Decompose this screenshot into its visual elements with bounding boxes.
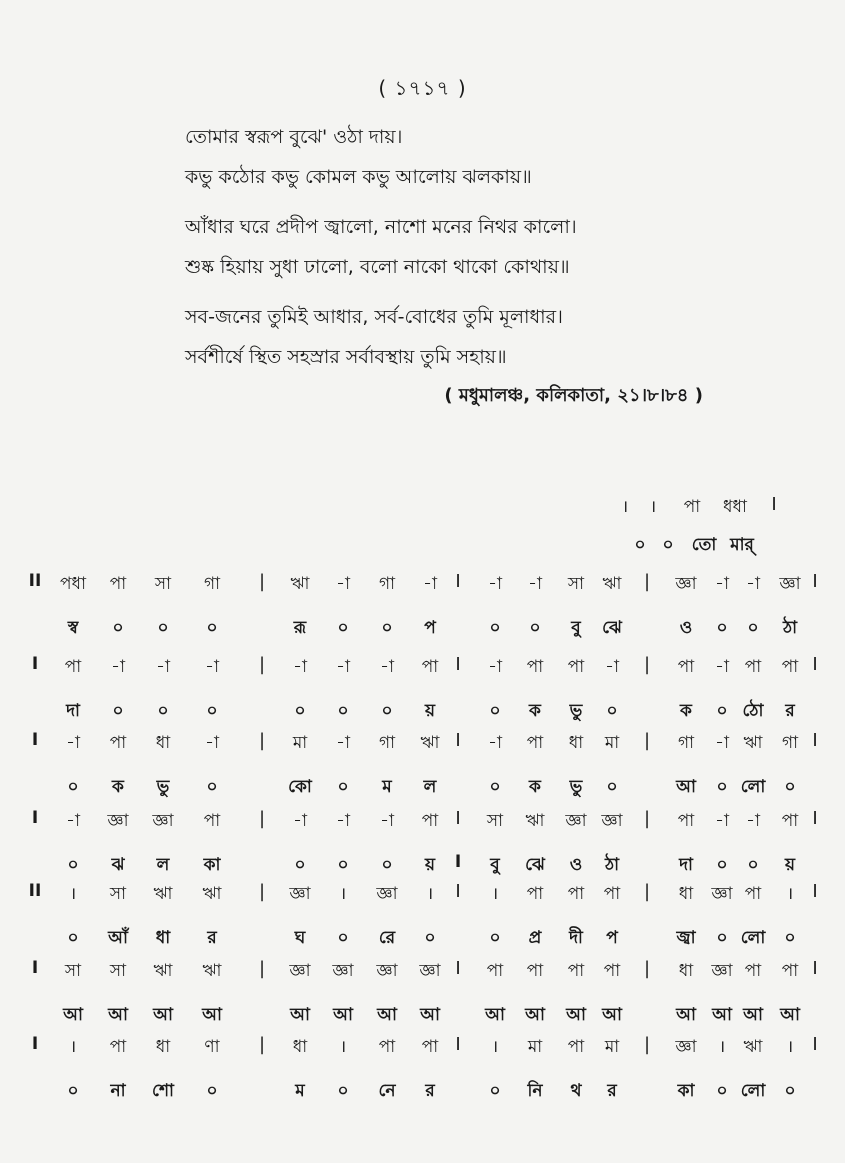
row-start-barline: II [28,571,42,591]
note: পা [378,1037,396,1057]
note: ঋা [420,733,440,753]
syllable: য় [424,701,436,721]
note: পা [526,884,544,904]
note: -া [715,574,729,594]
syllable: স্ব [67,618,79,638]
syllable: ০ [634,535,646,555]
note: । [786,1037,794,1057]
note: সা [154,574,172,594]
syllable: আ [108,1005,128,1025]
syllable: ০ [489,1081,501,1101]
note: পা [781,657,799,677]
barline: | [643,1034,651,1055]
note: -া [488,657,502,677]
note: পা [526,657,544,677]
barline: | [258,881,266,902]
barline: | [258,808,266,829]
note: ঋা [602,574,622,594]
note: জ্ঞা [107,811,129,831]
syllable: আ [566,1005,586,1025]
note: জ্ঞা [289,961,311,981]
note: -া [336,733,350,753]
note: পা [567,884,585,904]
row-start-barline: I [31,1034,39,1054]
syllable: তো [691,535,717,555]
song-number: ( ১৭১৭ ) [378,76,467,100]
note: সা [109,961,127,981]
row-start-barline: I [31,654,39,674]
syllable: দা [66,701,80,721]
syllable: ০ [206,1081,218,1101]
barline: I [812,1034,818,1055]
syllable: I [454,852,462,872]
syllable: আ [63,1005,83,1025]
note: জ্ঞা [332,961,354,981]
syllable: শো [152,1081,174,1101]
syllable: ০ [784,928,796,948]
barline: I [812,654,818,675]
syllable: ০ [157,618,169,638]
note: গা [781,733,799,753]
syllable: ০ [112,701,124,721]
note: । [718,1037,726,1057]
note: পা [683,497,701,517]
syllable: ও [569,855,583,875]
syllable: ০ [206,701,218,721]
barline: | [643,730,651,751]
note: -া [205,733,219,753]
note: পা [109,574,127,594]
note: পা [567,657,585,677]
note: পা [677,811,695,831]
barline: I [812,730,818,751]
note: জ্ঞা [419,961,441,981]
syllable: ঘ [294,928,306,948]
syllable: য় [424,855,436,875]
syllable: আ [525,1005,545,1025]
syllable: ০ [67,1081,79,1101]
note: পা [203,811,221,831]
syllable: ০ [206,777,218,797]
note: জ্ঞা [601,811,623,831]
note: পা [486,961,504,981]
syllable: ০ [381,701,393,721]
note: -া [488,733,502,753]
barline: | [258,654,266,675]
note: পা [781,961,799,981]
syllable: কা [677,1081,695,1101]
row-start-barline: I [31,808,39,828]
lyric-line: তোমার স্বরূপ বুঝে' ওঠা দায়। [185,126,403,148]
note: -া [336,657,350,677]
barline: I [455,1034,461,1055]
note: ধা [292,1037,308,1057]
syllable: ০ [529,618,541,638]
barline: | [258,958,266,979]
syllable: ক [529,701,541,721]
syllable: ০ [784,777,796,797]
syllable: ০ [747,855,759,875]
syllable: আঁ [108,928,128,948]
syllable: মার্ [730,535,754,555]
syllable: ০ [424,928,436,948]
note: ঋা [202,884,222,904]
note: -া [293,811,307,831]
note: -া [715,657,729,677]
note: জ্ঞা [779,574,801,594]
syllable: আ [485,1005,505,1025]
barline: | [643,571,651,592]
syllable: ০ [206,618,218,638]
note: ধা [155,733,171,753]
note: পা [744,657,762,677]
note: -া [605,657,619,677]
barline: | [258,571,266,592]
lyrics-block [185,117,815,377]
note: -া [156,657,170,677]
syllable: আ [712,1005,732,1025]
note: পা [526,961,544,981]
syllable: আ [676,1005,696,1025]
lyric-line: আঁধার ঘরে প্রদীপ জ্বালো, নাশো মনের নিথর কালো। [185,216,577,238]
note: পধা [60,574,86,594]
note: জ্ঞা [565,811,587,831]
syllable: র [785,701,795,721]
syllable: আ [377,1005,397,1025]
syllable: ০ [716,855,728,875]
syllable: ০ [606,777,618,797]
source-credit: ( মধুমালঞ্চ, কলিকাতা, ২১।৮।৮৪ ) [444,385,703,406]
syllable: ও [679,618,693,638]
syllable: ০ [337,855,349,875]
note: পা [526,733,544,753]
syllable: ক [112,777,124,797]
lyric-line: সর্বশীর্ষে স্থিত সহস্রার সর্বাবস্থায় তুমি সহায়॥ [185,346,507,368]
note: -া [66,733,80,753]
note: পা [109,733,127,753]
syllable: দা [679,855,693,875]
syllable: ০ [67,928,79,948]
barline: I [771,494,777,515]
barline: I [455,958,461,979]
syllable: ম [295,1081,305,1101]
note: পা [744,961,762,981]
note: মা [292,733,308,753]
syllable: ঝে [602,618,622,638]
note: গা [677,733,695,753]
note: -া [746,574,760,594]
barline: | [643,881,651,902]
syllable: আ [780,1005,800,1025]
note: -া [488,574,502,594]
syllable: ভু [569,777,583,797]
syllable: নি [527,1081,543,1101]
note: জ্ঞা [675,574,697,594]
syllable: ভু [156,777,170,797]
note: ঋা [743,1037,763,1057]
note: জ্ঞা [711,884,733,904]
note: সা [567,574,585,594]
syllable: আ [333,1005,353,1025]
barline: I [812,571,818,592]
syllable: ০ [337,777,349,797]
note: । [69,884,77,904]
note: সা [486,811,504,831]
syllable: কো [288,777,312,797]
barline: I [812,808,818,829]
note: -া [380,811,394,831]
syllable: লো [740,777,766,797]
note: জ্ঞা [711,961,733,981]
note: গা [378,574,396,594]
note: । [69,1037,77,1057]
note: ঋা [525,811,545,831]
syllable: ০ [716,777,728,797]
syllable: ০ [337,701,349,721]
note: । [339,884,347,904]
note: পা [421,1037,439,1057]
note: পা [567,1037,585,1057]
syllable: থ [570,1081,582,1101]
note: ঋা [290,574,310,594]
note: জ্ঞা [289,884,311,904]
syllable: ঠা [782,618,798,638]
lyric-line: সব-জনের তুমিই আধার, সর্ব-বোধের তুমি মূলাধার। [185,306,563,328]
note: -া [336,574,350,594]
syllable: ০ [381,855,393,875]
barline: I [455,571,461,592]
syllable: ০ [381,618,393,638]
syllable: র [607,1081,617,1101]
note: জ্ঞা [376,961,398,981]
syllable: ০ [716,1081,728,1101]
note: পা [603,961,621,981]
syllable: ০ [294,701,306,721]
syllable: লো [740,928,766,948]
syllable: ০ [337,618,349,638]
syllable: প [424,618,436,638]
note: গা [378,733,396,753]
note: -া [746,811,760,831]
lyric-line: কভু কঠোর কভু কোমল কভু আলোয় ঝলকায়॥ [185,166,532,188]
barline: I [455,730,461,751]
note: -া [715,733,729,753]
syllable: ০ [112,618,124,638]
syllable: ০ [337,928,349,948]
syllable: ঝে [525,855,545,875]
note: । [491,884,499,904]
note: -া [423,574,437,594]
note: পা [744,884,762,904]
syllable: বু [571,618,581,638]
note: জ্ঞা [675,1037,697,1057]
note: ঋা [202,961,222,981]
syllable: ০ [606,701,618,721]
note: সা [64,961,82,981]
note: ঋা [743,733,763,753]
note: -া [205,657,219,677]
note: । [621,497,629,517]
syllable: য় [784,855,796,875]
barline: I [812,881,818,902]
note: জ্ঞা [376,884,398,904]
syllable: ঝ [111,855,125,875]
syllable: প্র [528,928,542,948]
syllable: ০ [489,618,501,638]
barline: I [455,654,461,675]
syllable: ০ [662,535,674,555]
row-start-barline: I [31,730,39,750]
syllable: ভু [569,701,583,721]
syllable: ০ [716,618,728,638]
barline: I [812,958,818,979]
syllable: প [606,928,618,948]
syllable: না [110,1081,126,1101]
note: ঋা [153,961,173,981]
note: মা [527,1037,543,1057]
syllable: ০ [489,701,501,721]
note: -া [528,574,542,594]
syllable: ক [529,777,541,797]
syllable: কা [203,855,221,875]
syllable: ধা [155,928,171,948]
note: । [491,1037,499,1057]
syllable: ০ [337,1081,349,1101]
syllable: আ [602,1005,622,1025]
note: পা [421,657,439,677]
syllable: ০ [784,1081,796,1101]
note: ধা [568,733,584,753]
note: -া [111,657,125,677]
note: পা [567,961,585,981]
note: ণা [204,1037,220,1057]
note: পা [603,884,621,904]
syllable: ক [680,701,692,721]
syllable: ০ [747,618,759,638]
syllable: বু [490,855,500,875]
note: ধা [678,961,694,981]
syllable: ০ [157,701,169,721]
syllable: ০ [67,855,79,875]
note: -া [336,811,350,831]
syllable: ম [382,777,392,797]
barline: | [258,1034,266,1055]
note: -া [66,811,80,831]
note: । [786,884,794,904]
syllable: দী [569,928,583,948]
note: । [426,884,434,904]
syllable: ০ [716,701,728,721]
note: ধা [155,1037,171,1057]
syllable: আ [676,777,696,797]
note: -া [715,811,729,831]
barline: I [455,881,461,902]
note: জ্ঞা [152,811,174,831]
syllable: ০ [489,777,501,797]
lyric-line: শুষ্ক হিয়ায় সুধা ঢালো, বলো নাকো থাকো কোথায়॥ [185,256,570,278]
barline: | [643,654,651,675]
note: ধধা [723,497,747,517]
note: মা [604,1037,620,1057]
syllable: নে [378,1081,396,1101]
barline: | [258,730,266,751]
note: পা [421,811,439,831]
note: পা [109,1037,127,1057]
syllable: আ [290,1005,310,1025]
row-start-barline: II [28,881,42,901]
syllable: ল [423,777,437,797]
note: ধা [678,884,694,904]
syllable: ০ [67,777,79,797]
syllable: জ্বা [676,928,696,948]
syllable: র [207,928,217,948]
note: গা [203,574,221,594]
syllable: রে [378,928,396,948]
note: সা [109,884,127,904]
syllable: আ [153,1005,173,1025]
syllable: ঠো [742,701,764,721]
syllable: ঠা [604,855,620,875]
note: পা [781,811,799,831]
note: পা [64,657,82,677]
syllable: ০ [294,855,306,875]
note: । [649,497,657,517]
note: -া [293,657,307,677]
barline: | [643,958,651,979]
note: ঋা [153,884,173,904]
syllable: আ [743,1005,763,1025]
syllable: ০ [489,928,501,948]
syllable: ল [156,855,170,875]
note: মা [604,733,620,753]
syllable: আ [202,1005,222,1025]
note: -া [380,657,394,677]
note: পা [677,657,695,677]
syllable: রূ [293,618,307,638]
note: । [339,1037,347,1057]
syllable: র [425,1081,435,1101]
row-start-barline: I [31,958,39,978]
barline: | [643,808,651,829]
barline: I [455,808,461,829]
syllable: আ [420,1005,440,1025]
syllable: ০ [716,928,728,948]
syllable: লো [740,1081,766,1101]
